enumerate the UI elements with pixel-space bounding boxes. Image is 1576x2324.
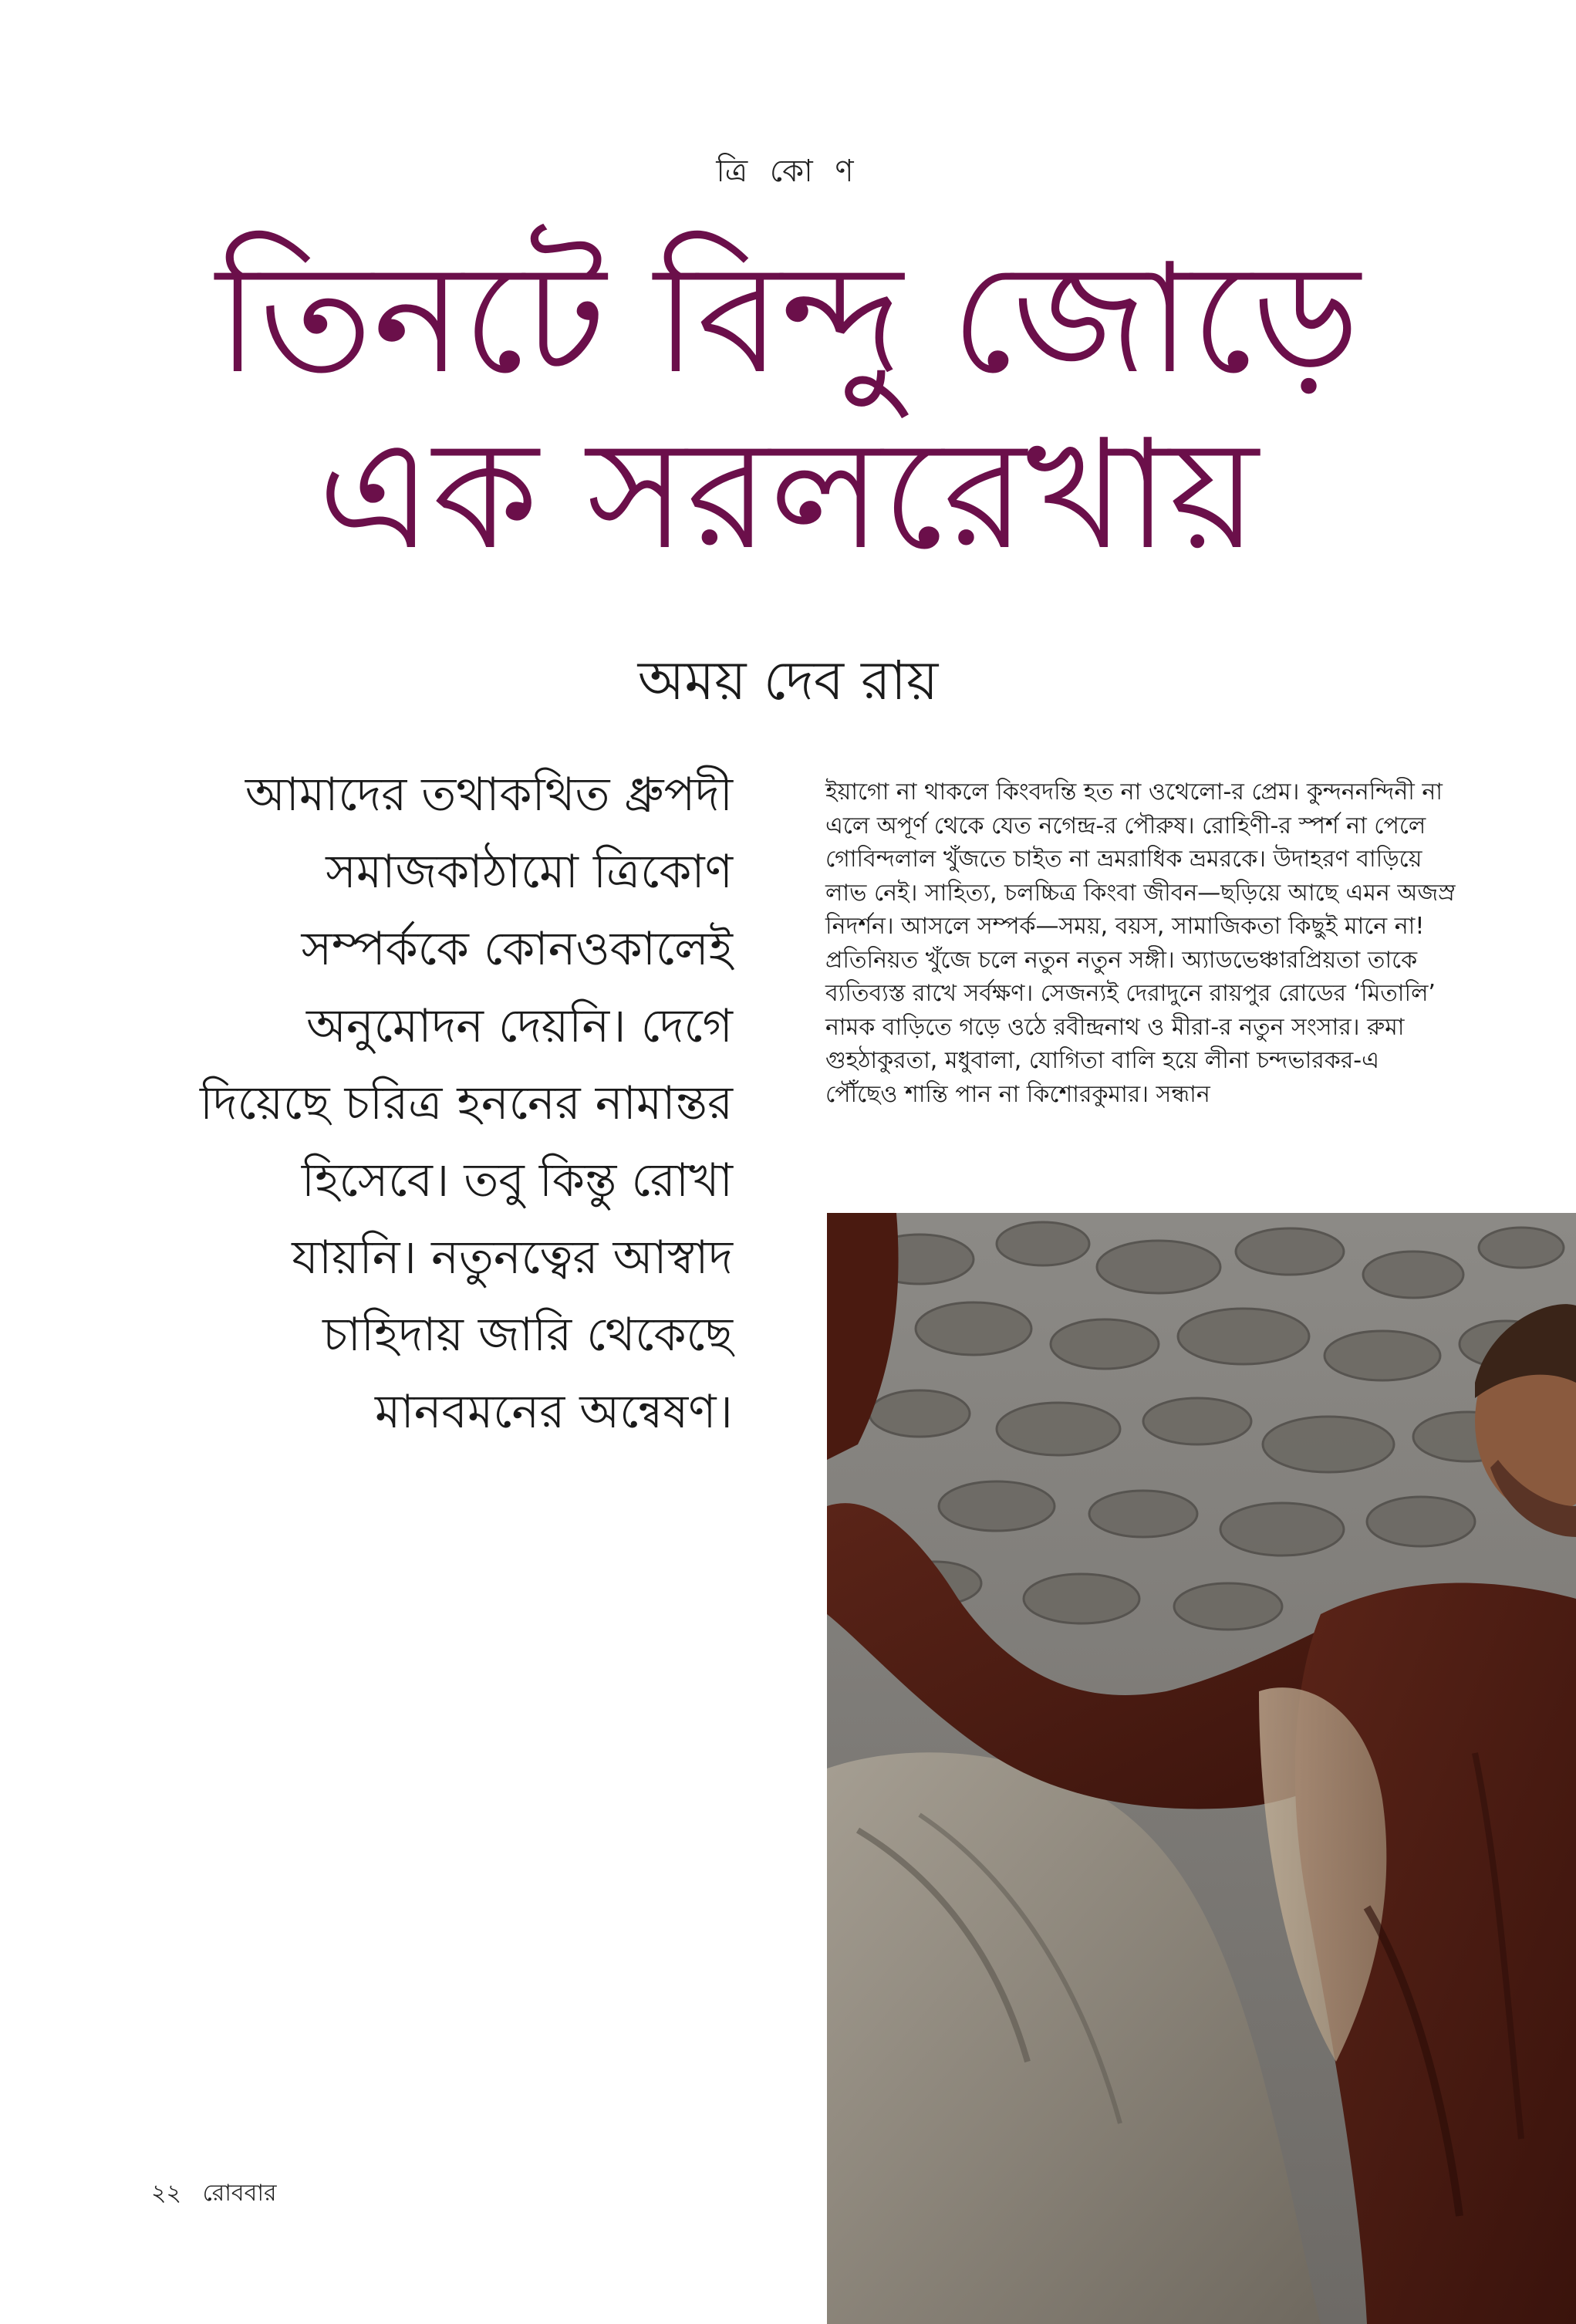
headline — [0, 231, 1576, 583]
body-paragraph: ইয়াগো না থাকলে কিংবদন্তি হত না ওথেলো-র প্রেম। কুন্দননন্দিনী না এলে অপূর্ণ থেকে যেত নগেন্দ্র-র পৌরুষ। রোহিণী-র স্পর্শ না পেলে গোবিন্দলাল খুঁজতে চাইত না ভ্রমরাধিক ভ্রমরকে। উদাহরণ বাড়িয়ে লাভ নেই। সাহিত্য, চলচ্চিত্র কিংবা জীবন—ছড়িয়ে আছে এমন অজস্র নিদর্শন। আসলে সম্পর্ক—সময়, বয়স, সামাজিকতা কিছুই মানে না! প্রতিনিয়ত খুঁজে চলে নতুন নতুন সঙ্গী। অ্যাডভেঞ্চারপ্রিয়তা তাকে ব্যতিব্যস্ত রাখে সর্বক্ষণ। সেজন্যই দেরাদুনে রায়পুর রোডের ‘মিতালি’ নামক বাড়িতে গড়ে ওঠে রবীন্দ্রনাথ ও মীরা-র নতুন সংসার। রুমা গুহঠাকুরতা, মধুবালা, যোগিতা বালি হয়ে লীনা চন্দভারকর-এ পৌঁছেও শান্তি পান না কিশোরকুমার। সন্ধান — [825, 779, 1456, 1108]
page-number: ২২ — [151, 2180, 182, 2207]
headline-line-1: তিনটে বিন্দু জোড়ে — [215, 231, 1361, 407]
article-photo — [827, 1213, 1576, 2324]
lede-paragraph: আমাদের তথাকথিত ধ্রুপদী সমাজকাঠামো ত্রিকোণ সম্পর্ককে কোনওকালেই অনুমোদন দেয়নি। দেগে দিয়েছে চরিত্র হননের নামান্তর হিসেবে। তবু কিন্তু রোখা যায়নি। নতুনত্বের আস্বাদ চাহিদায় জারি থেকেছে মানবমনের অন্বেষণ। — [199, 768, 733, 1439]
publication-name: রোববার — [202, 2180, 277, 2207]
author-byline: অময় দেব রায় — [637, 649, 939, 712]
section-label: ত্রি কো ণ — [716, 154, 860, 189]
photo-illustration — [827, 1213, 1576, 2324]
headline-line-2: এক সরলরেখায় — [317, 407, 1259, 583]
page-folio — [151, 2174, 277, 2214]
